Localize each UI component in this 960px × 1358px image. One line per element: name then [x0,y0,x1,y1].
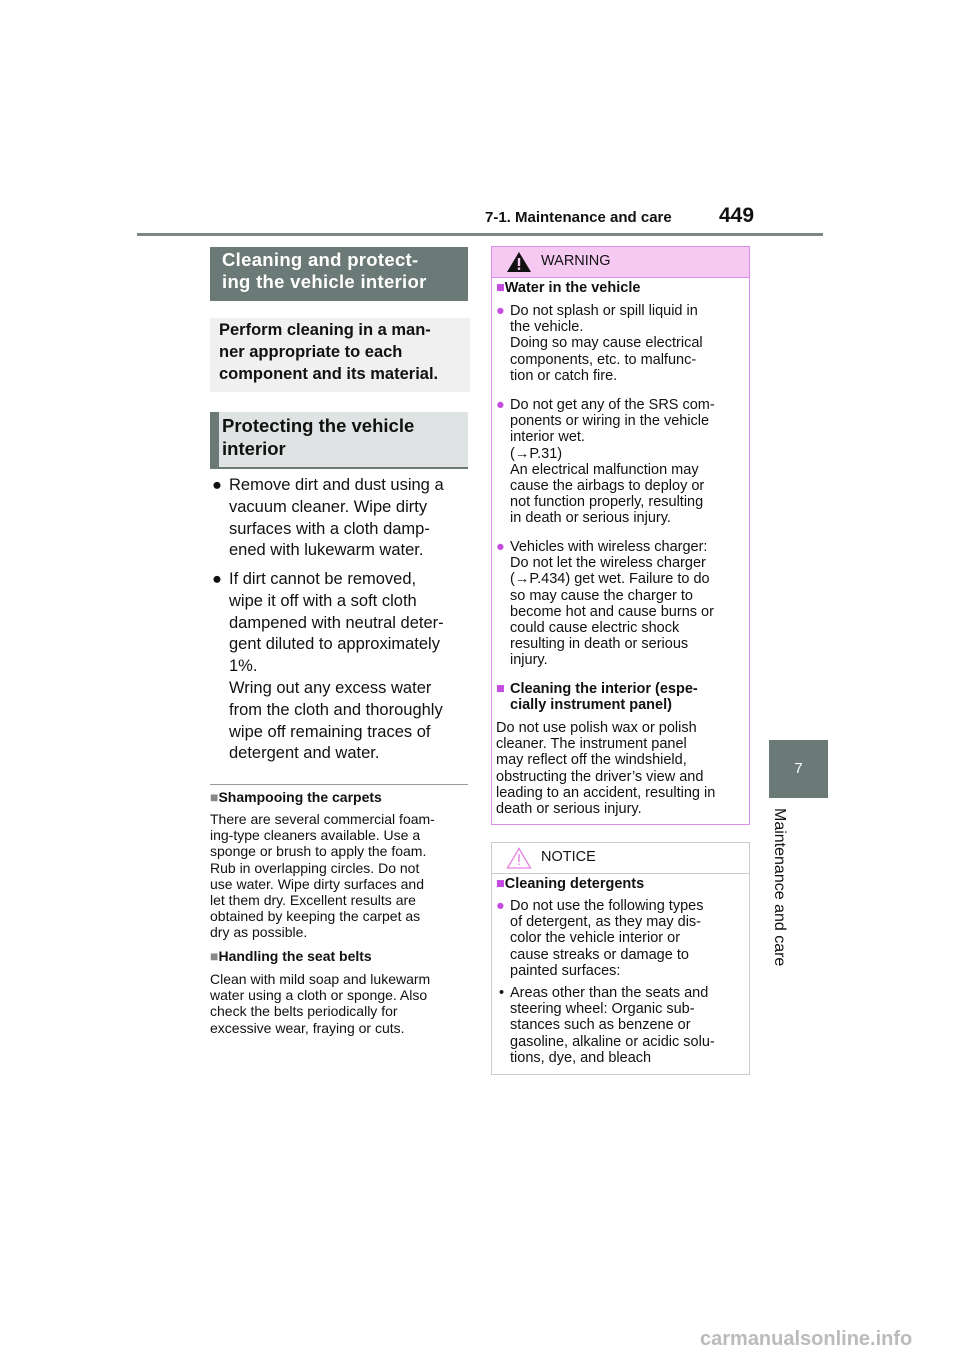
section-body: Clean with mild soap and lukewarm water using a cloth or sponge. Also check the belts periodically for excessive wear, fraying or cuts. [210,971,431,1036]
item-text: Do not get any of the SRS com- ponents or wiring in the vehicle interior wet. (→P.31) An electrical malfunction may cause the airbags to deploy or not function properly, resulting in death or serious injury. [510,397,715,527]
notice-subitem [496,985,746,1066]
heading-text: Cleaning detergents [504,876,645,892]
page-number: 449 [719,204,755,227]
warning-body: Do not use polish wax or polish cleaner. The instrument panel may reflect off the windshield, obstructing the driver’s view and leading to an accident, resulting in death or serious injury. [496,720,716,818]
page-title: Cleaning and protect- ing the vehicle interior [210,247,468,301]
item-text: Do not splash or spill liquid in the vehicle. Doing so may cause electrical components, etc. to malfunc- tion or catch fire. [510,303,703,384]
watermark: carmanualsonline.info [700,1328,913,1350]
chapter-tab[interactable]: 7 [769,740,828,798]
bullet-icon: ● [496,898,505,914]
warning-label: WARNING [541,253,611,269]
square-icon: ■ [210,948,219,964]
section-heading [210,948,372,964]
item-text: Do not use the following types of detergent, as they may dis- color the vehicle interior or cause streaks or damage to painted surfaces: [510,898,704,979]
summary-box: Perform cleaning in a man- ner appropriate to each component and its material. [210,318,470,392]
bullet-icon: ● [212,476,222,494]
bullet-icon: ● [212,570,222,588]
notice-header [492,843,749,874]
section-header: 7-1. Maintenance and care [485,209,672,226]
warning-heading [496,681,746,713]
section-body: There are several commercial foam- ing-type cleaners available. Use a sponge or brush to apply the foam. Rub in overlapping circles. Do not use water. Wipe dirty surfaces and let them dry. Excellent results are obtained by keeping the carpet as dry as possible. [210,811,435,941]
divider [210,784,468,785]
warning-triangle-icon [506,251,532,273]
chapter-title: Maintenance and care [771,808,788,967]
item-text: Areas other than the seats and steering wheel: Organic sub- stances such as benzene or gasoline, alkaline or acidic solu- tions, dye, and bleach [510,985,715,1066]
warning-heading [496,280,746,296]
square-icon: ■ [496,681,505,697]
caution-triangle-icon [506,847,532,869]
square-icon: ■ [496,280,505,296]
notice-label: NOTICE [541,849,596,865]
notice-box [491,842,750,1075]
heading-text: Cleaning the interior (espe- cially instrument panel) [510,681,698,714]
bullet-text: If dirt cannot be removed, wipe it off with a soft cloth dampened with neutral deter- gent diluted to approximately 1%. Wring out any excess water from the cloth and thoroughly wipe off remaining traces of detergent and water. [229,570,444,763]
warning-header [492,247,749,278]
subheading: Protecting the vehicle interior [210,412,468,469]
warning-item [496,397,746,527]
heading-text: Water in the vehicle [504,280,641,296]
bullet-icon: ● [496,303,505,319]
warning-box [491,246,750,825]
warning-item [496,303,746,384]
section-heading [210,789,382,805]
notice-heading [496,876,746,892]
bullet-item [212,569,468,765]
bullet-icon: ● [496,397,505,413]
square-icon: ■ [210,789,219,805]
warning-item [496,539,746,669]
header-rule [137,233,823,236]
bullet-item [212,475,468,562]
bullet-text: Remove dirt and dust using a vacuum cleaner. Wipe dirty surfaces with a cloth damp- ened with lukewarm water. [229,476,444,560]
bullet-icon: ● [496,539,505,555]
heading-text: Handling the seat belts [218,948,372,964]
square-icon: ■ [496,876,505,892]
item-text: Vehicles with wireless charger: Do not let the wireless charger (→P.434) get wet. Failure to do so may cause the charger to become hot and cause burns or could cause electric shock resulting in death or serious injury. [510,539,714,669]
dot-icon: • [499,985,505,1001]
notice-item [496,898,746,979]
heading-text: Shampooing the carpets [218,789,382,805]
